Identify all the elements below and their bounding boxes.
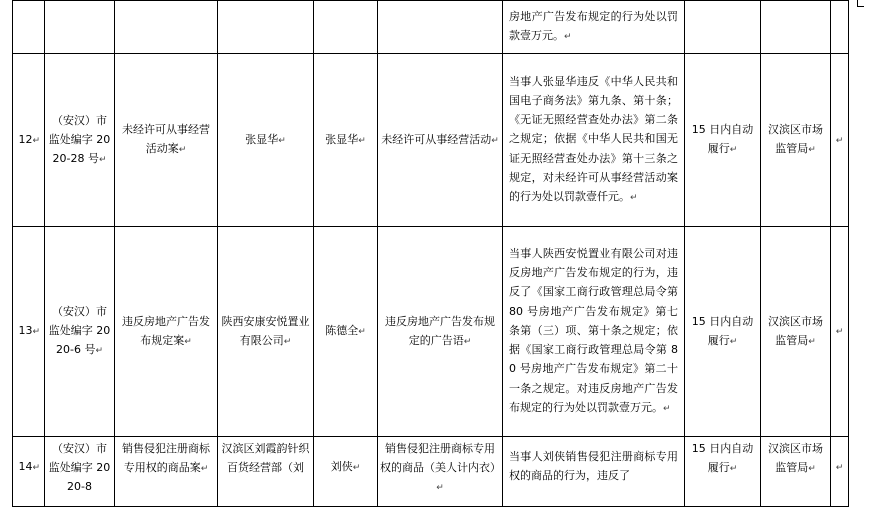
rep-cell: 刘侠↵: [314, 437, 378, 507]
case-name-cell: 违反房地产广告发布规定案↵: [115, 227, 218, 437]
party-cell: [218, 1, 314, 54]
basis-cell: 当事人张显华违反《中华人民共和国电子商务法》第九条、第十条；《无证无照经营查处办法》第二条之规定；依据《中华人民共和国无证无照经营查处办法》第十三条之规定，对未经许可从事经营活动案的行为处以罚款壹仟元。↵: [503, 54, 685, 227]
rep-cell: 陈德全↵: [314, 227, 378, 437]
fact-cell: [378, 1, 503, 54]
fact-cell: 违反房地产广告发布规定的广告语↵: [378, 227, 503, 437]
end-cell: ↵: [831, 227, 849, 437]
basis-cell: 房地产广告发布规定的行为处以罚款壹万元。↵: [503, 1, 685, 54]
page-corner-mark: [857, 0, 864, 7]
deadline-cell: 15 日内自动履行↵: [685, 437, 761, 507]
no-cell: 13↵: [13, 227, 45, 437]
end-cell: [831, 1, 849, 54]
rep-cell: 张显华↵: [314, 54, 378, 227]
penalty-table: [12, 0, 849, 507]
case-name-cell: 销售侵犯注册商标专用权的商品案↵: [115, 437, 218, 507]
org-cell: 汉滨区市场监管局↵: [761, 54, 831, 227]
deadline-cell: [685, 1, 761, 54]
fact-cell: 销售侵犯注册商标专用权的商品（美人计内衣）↵: [378, 437, 503, 507]
end-cell: ↵: [831, 437, 849, 507]
table-row: [13, 227, 849, 437]
case-name-cell: 未经许可从事经营活动案↵: [115, 54, 218, 227]
party-cell: 陕西安康安悦置业有限公司↵: [218, 227, 314, 437]
fact-cell: 未经许可从事经营活动↵: [378, 54, 503, 227]
basis-cell: 当事人陕西安悦置业有限公司对违反房地产广告发布规定的行为，违反了《国家工商行政管理总局令第 80 号房地产广告发布规定》第七条第（三）项、第十条之规定；依据《国家工商行政管理总局令第 80 号房地产广告发布规定》第二十一条之规定。对违反房地产广告发布规定的行为处以罚款壹万元。↵: [503, 227, 685, 437]
doc-no-cell: [45, 1, 115, 54]
table-row: [13, 1, 849, 54]
org-cell: 汉滨区市场监管局↵: [761, 227, 831, 437]
table-row: [13, 54, 849, 227]
case-name-cell: [115, 1, 218, 54]
doc-no-cell: （安汉）市监处编字 2020-28 号↵: [45, 54, 115, 227]
org-cell: 汉滨区市场监管局↵: [761, 437, 831, 507]
party-cell: 汉滨区刘霞韵针织百货经营部（刘: [218, 437, 314, 507]
no-cell: 12↵: [13, 54, 45, 227]
basis-cell: 当事人刘侠销售侵犯注册商标专用权的商品的行为，违反了: [503, 437, 685, 507]
doc-no-cell: （安汉）市监处编字 2020-8: [45, 437, 115, 507]
rep-cell: [314, 1, 378, 54]
doc-no-cell: （安汉）市监处编字 2020-6 号↵: [45, 227, 115, 437]
table-row: [13, 437, 849, 507]
org-cell: [761, 1, 831, 54]
deadline-cell: 15 日内自动履行↵: [685, 54, 761, 227]
party-cell: 张显华↵: [218, 54, 314, 227]
no-cell: 14↵: [13, 437, 45, 507]
no-cell: [13, 1, 45, 54]
deadline-cell: 15 日内自动履行↵: [685, 227, 761, 437]
end-cell: ↵: [831, 54, 849, 227]
